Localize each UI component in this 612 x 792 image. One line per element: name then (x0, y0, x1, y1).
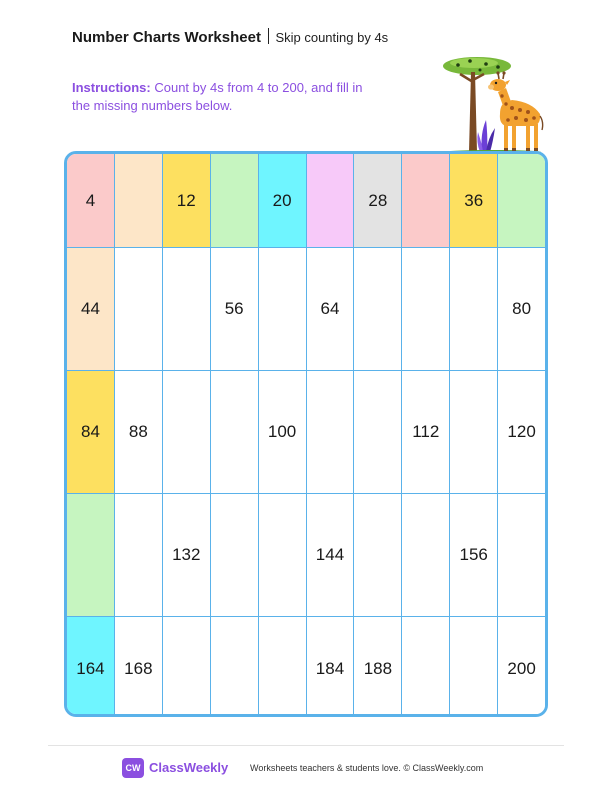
blank-number-cell[interactable] (163, 371, 211, 493)
number-cell: 200 (498, 617, 545, 717)
number-cell: 88 (115, 371, 163, 493)
number-cell: 28 (354, 154, 402, 247)
number-cell: 120 (498, 371, 545, 493)
blank-number-cell[interactable] (115, 248, 163, 370)
blank-number-cell[interactable] (402, 494, 450, 616)
blank-number-cell[interactable] (259, 494, 307, 616)
number-cell: 184 (307, 617, 355, 717)
blank-number-cell[interactable] (163, 617, 211, 717)
blank-number-cell[interactable] (354, 248, 402, 370)
blank-number-cell[interactable] (115, 494, 163, 616)
footer (0, 757, 612, 781)
brand-name: ClassWeekly (149, 760, 229, 775)
grid-row (67, 248, 545, 371)
number-cell: 4 (67, 154, 115, 247)
blank-number-cell[interactable] (211, 617, 259, 717)
number-chart-grid (64, 151, 548, 717)
instructions-text: Count by 4s from 4 to 200, and fill in the missing numbers below. (72, 80, 363, 113)
blank-number-cell[interactable] (211, 154, 259, 247)
number-cell: 112 (402, 371, 450, 493)
blank-number-cell[interactable] (259, 617, 307, 717)
blank-number-cell[interactable] (211, 494, 259, 616)
blank-number-cell[interactable] (498, 154, 545, 247)
number-cell: 44 (67, 248, 115, 370)
blank-number-cell[interactable] (354, 494, 402, 616)
number-cell: 164 (67, 617, 115, 717)
blank-number-cell[interactable] (67, 494, 115, 616)
worksheet-header (72, 28, 388, 46)
number-cell: 144 (307, 494, 355, 616)
instructions (72, 79, 372, 115)
number-cell: 56 (211, 248, 259, 370)
title-separator (268, 28, 270, 44)
worksheet-title: Number Charts Worksheet (72, 29, 261, 46)
footer-tagline: Worksheets teachers & students love. © ClassWeekly.com (250, 763, 484, 773)
blank-number-cell[interactable] (354, 371, 402, 493)
blank-number-cell[interactable] (498, 494, 545, 616)
number-cell: 80 (498, 248, 545, 370)
classweekly-logo-icon: CW (122, 758, 144, 778)
number-cell: 100 (259, 371, 307, 493)
grid-row (67, 154, 545, 248)
number-cell: 36 (450, 154, 498, 247)
number-cell: 84 (67, 371, 115, 493)
grid-row (67, 494, 545, 617)
blank-number-cell[interactable] (307, 154, 355, 247)
number-cell: 168 (115, 617, 163, 717)
number-cell: 20 (259, 154, 307, 247)
blank-number-cell[interactable] (307, 371, 355, 493)
number-cell: 132 (163, 494, 211, 616)
footer-divider (48, 745, 564, 746)
blank-number-cell[interactable] (115, 154, 163, 247)
number-cell: 188 (354, 617, 402, 717)
blank-number-cell[interactable] (259, 248, 307, 370)
worksheet-subtitle: Skip counting by 4s (275, 30, 389, 45)
blank-number-cell[interactable] (211, 371, 259, 493)
grid-row (67, 617, 545, 717)
grid-row (67, 371, 545, 494)
blank-number-cell[interactable] (450, 248, 498, 370)
blank-number-cell[interactable] (450, 371, 498, 493)
instructions-lead: Instructions: (72, 80, 151, 95)
giraffe-tree-illustration (440, 52, 546, 154)
number-cell: 12 (163, 154, 211, 247)
blank-number-cell[interactable] (402, 154, 450, 247)
blank-number-cell[interactable] (402, 617, 450, 717)
number-cell: 64 (307, 248, 355, 370)
blank-number-cell[interactable] (450, 617, 498, 717)
blank-number-cell[interactable] (163, 248, 211, 370)
blank-number-cell[interactable] (402, 248, 450, 370)
number-cell: 156 (450, 494, 498, 616)
